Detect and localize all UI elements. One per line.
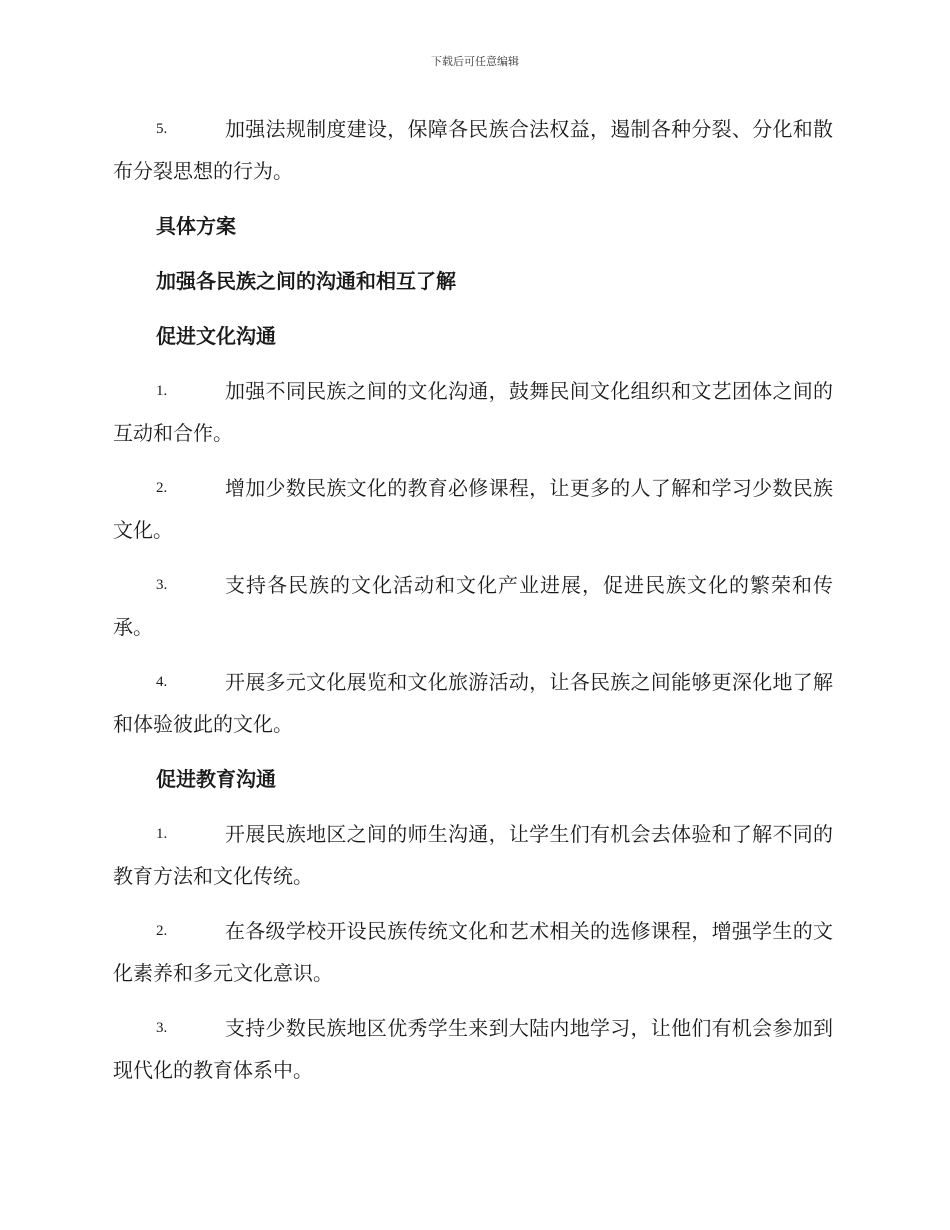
list-number: 1. [156, 826, 168, 842]
section-heading: 具体方案 [156, 214, 236, 238]
list-item-text: 支持各民族的文化活动和文化产业进展，促进民族文化的繁荣和传承。 [113, 573, 833, 639]
list-number: 3. [156, 577, 168, 593]
subsection-heading: 促进教育沟通 [156, 767, 276, 791]
list-item [113, 661, 833, 745]
page-header: 下载后可任意编辑 [431, 55, 519, 68]
list-item [113, 370, 833, 454]
list-item-text: 开展民族地区之间的师生沟通，让学生们有机会去体验和了解不同的教育方法和文化传统。 [113, 822, 833, 888]
list-number: 2. [156, 480, 168, 496]
list-item [113, 564, 833, 648]
list-number: 1. [156, 383, 168, 399]
list-item [113, 467, 833, 551]
list-item [113, 813, 833, 897]
list-item-text: 增加少数民族文化的教育必修课程，让更多的人了解和学习少数民族文化。 [113, 476, 833, 542]
list-item-text: 加强法规制度建设，保障各民族合法权益，遏制各种分裂、分化和散布分裂思想的行为。 [113, 117, 833, 183]
section-heading: 加强各民族之间的沟通和相互了解 [156, 269, 456, 293]
list-item [113, 1007, 833, 1091]
list-number: 5. [156, 121, 168, 137]
list-item-text: 开展多元文化展览和文化旅游活动，让各民族之间能够更深化地了解和体验彼此的文化。 [113, 670, 833, 736]
list-item [113, 910, 833, 994]
list-item-text: 支持少数民族地区优秀学生来到大陆内地学习，让他们有机会参加到现代化的教育体系中。 [113, 1016, 833, 1082]
document-body [113, 108, 833, 1104]
list-item [113, 108, 833, 192]
list-number: 2. [156, 923, 168, 939]
list-number: 3. [156, 1020, 168, 1036]
subsection-heading: 促进文化沟通 [156, 324, 276, 348]
list-number: 4. [156, 674, 168, 690]
list-item-text: 在各级学校开设民族传统文化和艺术相关的选修课程，增强学生的文化素养和多元文化意识。 [113, 919, 833, 985]
list-item-text: 加强不同民族之间的文化沟通，鼓舞民间文化组织和文艺团体之间的互动和合作。 [113, 379, 833, 445]
